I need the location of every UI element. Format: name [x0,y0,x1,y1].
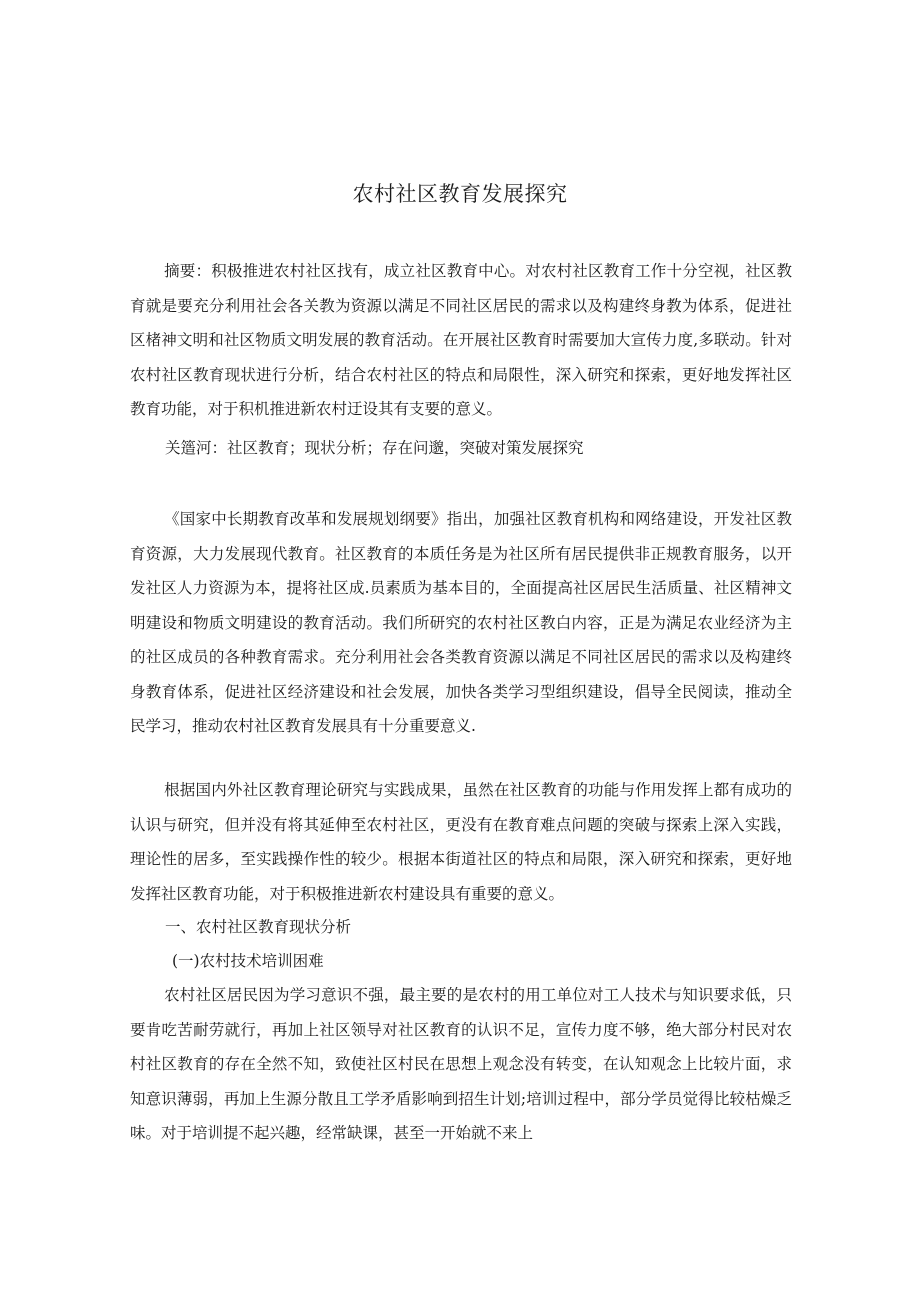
subsection-heading-1: (一)农村技术培训困难 [172,952,324,970]
document-title: 农村社区教育发展探究 [352,182,568,206]
section-heading-1: 一、农村社区教育现状分析 [165,918,352,936]
keywords-line: 关簉河：社区教育；现状分析；存在问邈，突破对策发展探究 [165,439,584,457]
abstract-paragraph: 摘要：积极推进农村社区找有，成立社区教育中心。对农村社区教育工作十分空视，社区教育就是要充分利用社会各关教为资源以满足不同社区居民的需求以及构建终身教为体系，促进社区楮神文明和社区物质文明发展的教育活动。在开展社区教育时需要加大宣传力度,多联动。针对农村社区教育现状进行分析，结合农村社区的特点和局限性，深入研究和探索，更好地发挥社区教育功能，对于积机推进新农村迂设其有支要的意义。 [130,262,792,418]
body-paragraph-3: 农村社区居民因为学习意识不强，最主要的是农村的用工单位对工人技术与知识要求低，只要肯吃苦耐劳就行，再加上社区领导对社区教育的认识不足，宣传力度不够，绝大部分村民对农村社区教育的存在全然不知，致使社区村民在思想上观念没有转变，在认知观念上比较片面，求知意识薄弱，再加上生源分散且工学矛盾影响到招生计划;培训过程中，部分学员觉得比较枯燥乏味。对于培训提不起兴趣，经常缺课，甚至一开始就不来上 [130,986,792,1142]
body-paragraph-1: 《国家中长期教育改革和发展规划纲要》指出，加强社区教育机构和网络建设，开发社区教育资源，大力发展现代教育。社区教育的本质任务是为社区所有居民提供非正规教育服务，以开发社区人力资源为本，提将社区成.员素质为基本目的，全面提高社区居民生活质量、社区精神文明建设和物质文明建设的教育活动。我们所研究的农村社区教白内容，正是为满足农业经济为主的社区成员的各种教育需求。充分利用社会各类教育资源以满足不同社区居民的需求以及构建终身教育体系，促进社区经济建设和社会发展，加快各类学习型组织建设，倡导全民阅读，推动全民学习，推动农村社区教育发展具有十分重要意义. [130,510,792,735]
body-paragraph-2: 根据国内外社区教育理论研究与实践成果，虽然在社区教育的功能与作用发挥上都有成功的认识与研究，但并没有将其延伸至农村社区，更没有在教育难点问题的突破与探索上深入实践，理论性的居多，至实践操作性的较少。根据本街道社区的特点和局限，深入研究和探索，更好地发挥社区教育功能，对于积极推进新农村建设具有重要的意义。 [130,781,792,903]
